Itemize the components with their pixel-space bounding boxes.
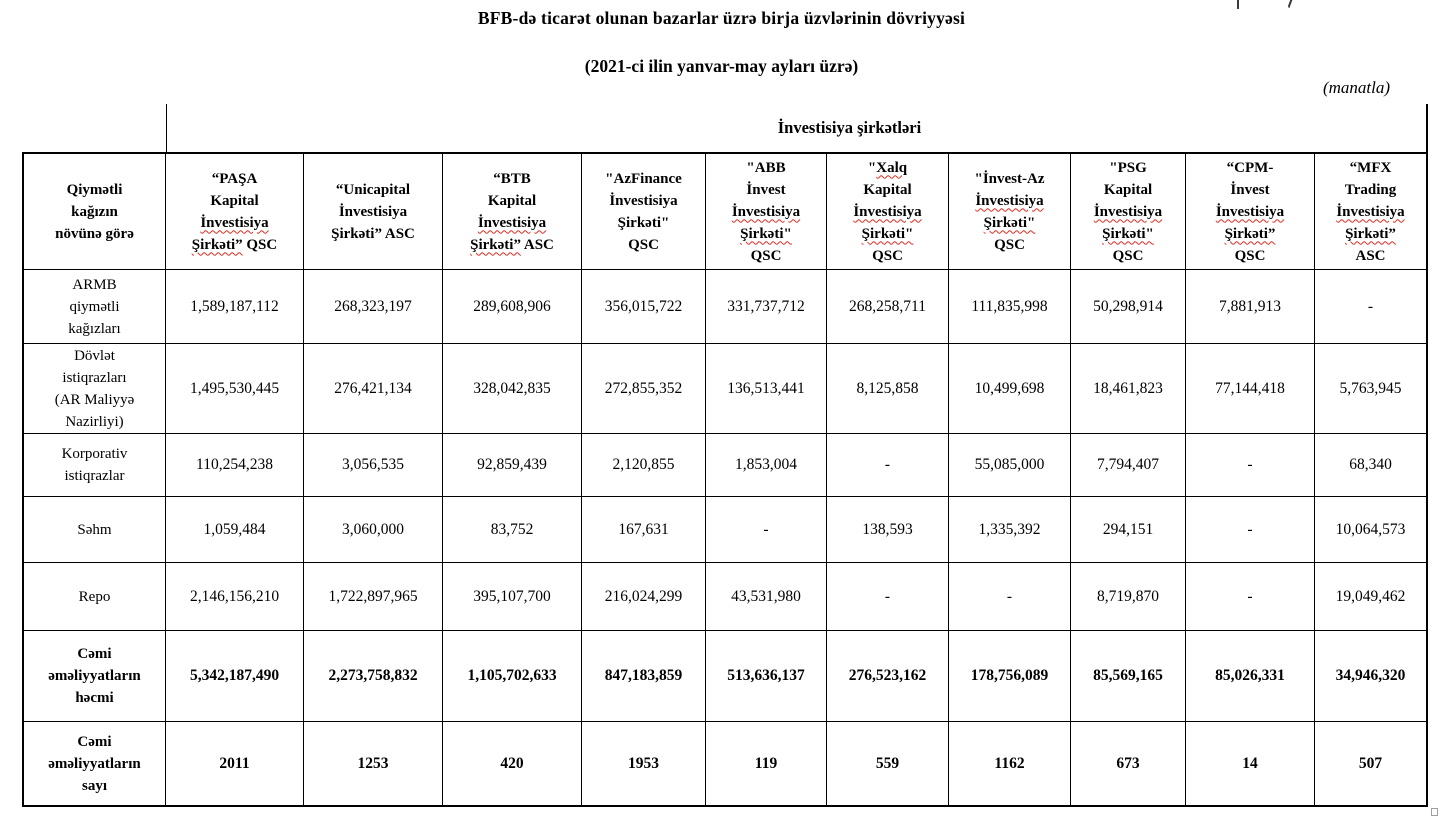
- header-word: "PSG: [1109, 159, 1147, 176]
- header-text-line: [488, 190, 536, 212]
- header-text-line: [1227, 157, 1274, 179]
- table-cell: 136,513,441: [706, 344, 827, 434]
- header-word: İnvest: [746, 181, 786, 198]
- text-line: Nazirliyi): [65, 413, 124, 430]
- table-cell: 85,026,331: [1186, 631, 1315, 722]
- text-line: kağızları: [68, 320, 121, 337]
- header-text-line: [975, 190, 1043, 212]
- header-text-line: [628, 234, 659, 256]
- row-label: [22, 722, 166, 807]
- currency-unit-note: (manatla): [1322, 78, 1390, 97]
- header-text-line: [1102, 223, 1154, 245]
- header-text-line: [618, 212, 670, 234]
- table-cell: -: [1186, 563, 1315, 631]
- header-word: ASC: [520, 236, 554, 253]
- table-cell: 18,461,823: [1071, 344, 1186, 434]
- table-cell: -: [706, 497, 827, 563]
- header-text-line: [740, 223, 792, 245]
- table-cell: 276,523,162: [827, 631, 949, 722]
- table-cell: 34,946,320: [1315, 631, 1428, 722]
- column-header-security-type: [22, 152, 166, 270]
- table-cell: 2,146,156,210: [166, 563, 304, 631]
- header-word: QSC: [1234, 247, 1266, 264]
- header-word: İnvestisiya: [609, 192, 678, 209]
- header-word: QSC: [994, 236, 1025, 253]
- header-text-line: [868, 157, 907, 179]
- header-word: "ABB: [746, 159, 786, 176]
- column-header-company-2: [304, 152, 443, 270]
- header-text-line: [470, 234, 554, 256]
- column-header-company-5: [706, 152, 827, 270]
- spellcheck-underlined-word: Şirkəti": [861, 225, 914, 242]
- header-text-line: [994, 234, 1025, 256]
- header-text-line: [853, 201, 921, 223]
- spellcheck-underlined-word: Şirkəti”: [1224, 225, 1276, 242]
- table-cell: 85,569,165: [1071, 631, 1186, 722]
- header-word: “BTB: [493, 170, 531, 187]
- header-word: Şirkəti": [617, 214, 670, 231]
- header-word: Trading: [1344, 181, 1397, 198]
- text-line: ARMB: [72, 276, 117, 293]
- text-line: həcmi: [75, 690, 114, 706]
- column-header-company-7: [949, 152, 1071, 270]
- document-subtitle: (2021-ci ilin yanvar-may ayları üzrə): [584, 56, 859, 76]
- header-text-line: [1350, 157, 1392, 179]
- header-text-line: [192, 234, 277, 256]
- header-text-line: [872, 245, 903, 267]
- header-text-line: [1216, 201, 1284, 223]
- table-cell: 268,323,197: [304, 270, 443, 344]
- table-cell: 272,855,352: [582, 344, 706, 434]
- table-cell: 1,589,187,112: [166, 270, 304, 344]
- header-text-line: [336, 179, 410, 201]
- header-word: QSC: [628, 236, 659, 253]
- header-text-line: [1336, 201, 1404, 223]
- spellcheck-underlined-word: İnvestisiya: [853, 203, 922, 220]
- group-header-investment-companies: [166, 104, 1428, 152]
- header-word: “PAŞA: [211, 170, 258, 187]
- spellcheck-underlined-word: Şirkəti”: [191, 236, 243, 253]
- table-cell: -: [1186, 497, 1315, 563]
- header-word: Kapital: [487, 192, 537, 209]
- table-cell: 673: [1071, 722, 1186, 807]
- table-cell: 216,024,299: [582, 563, 706, 631]
- table-cell: 1,853,004: [706, 434, 827, 497]
- table-cell: 559: [827, 722, 949, 807]
- spellcheck-underlined-word: Şirkəti": [983, 214, 1036, 231]
- header-text-line: [1113, 245, 1144, 267]
- table-cell: 68,340: [1315, 434, 1428, 497]
- table-cell: 43,531,980: [706, 563, 827, 631]
- table-cell: 8,125,858: [827, 344, 949, 434]
- table-cell: 513,636,137: [706, 631, 827, 722]
- header-text-line: [200, 212, 268, 234]
- header-word: İnvest: [1230, 181, 1270, 198]
- header-text-line: [605, 168, 682, 190]
- row-label: [22, 563, 166, 631]
- clipped-glyph-fragment: [1237, 0, 1239, 9]
- table-cell: 847,183,859: [582, 631, 706, 722]
- table-cell: 167,631: [582, 497, 706, 563]
- table-cell: 110,254,238: [166, 434, 304, 497]
- header-text-line: [746, 179, 785, 201]
- header-text-line: [339, 201, 407, 223]
- header-text-line: [984, 212, 1036, 234]
- column-header-company-4: [582, 152, 706, 270]
- table-cell: 1,059,484: [166, 497, 304, 563]
- table-cell: 289,608,906: [443, 270, 582, 344]
- header-text-line: [1235, 245, 1266, 267]
- header-word: QSC: [750, 247, 782, 264]
- table-cell: 507: [1315, 722, 1428, 807]
- header-word: QSC: [872, 247, 903, 264]
- spellcheck-underlined-word: Şirkəti": [740, 225, 792, 242]
- table-cell: 1162: [949, 722, 1071, 807]
- table-cell: 2,120,855: [582, 434, 706, 497]
- spellcheck-underlined-word: İnvestisiya: [200, 214, 269, 231]
- text-line: Qiymətli: [66, 181, 123, 198]
- header-text-line: [1109, 157, 1147, 179]
- table-cell: 8,719,870: [1071, 563, 1186, 631]
- spellcheck-underlined-word: İnvestisiya: [1093, 203, 1163, 220]
- header-text-line: [1104, 179, 1152, 201]
- column-header-company-9: [1186, 152, 1315, 270]
- table-cell: 3,060,000: [304, 497, 443, 563]
- header-word: "AzFinance: [605, 170, 682, 187]
- header-word: QSC: [1112, 247, 1144, 264]
- table-cell: 294,151: [1071, 497, 1186, 563]
- table-cell: 83,752: [443, 497, 582, 563]
- table-cell: 420: [443, 722, 582, 807]
- text-line: istiqrazları: [62, 369, 127, 386]
- table-cell: 138,593: [827, 497, 949, 563]
- header-text-line: [493, 168, 531, 190]
- table-cell: 10,064,573: [1315, 497, 1428, 563]
- table-cell: 2,273,758,832: [304, 631, 443, 722]
- text-line: (AR Maliyyə: [54, 391, 135, 408]
- table-cell: 119: [706, 722, 827, 807]
- header-word: ASC: [1355, 247, 1386, 264]
- table-cell: 331,737,712: [706, 270, 827, 344]
- column-header-company-8: [1071, 152, 1186, 270]
- text-line: Səhm: [77, 521, 112, 538]
- header-word: “Unicapital: [335, 181, 411, 198]
- text-line: Dövlət: [74, 347, 115, 364]
- table-cell: 7,794,407: [1071, 434, 1186, 497]
- table-cell: 92,859,439: [443, 434, 582, 497]
- banner-spacer-cell: [22, 104, 166, 152]
- spellcheck-underlined-word: İnvestisiya: [1215, 203, 1285, 220]
- column-header-company-6: [827, 152, 949, 270]
- header-text-line: [1355, 245, 1385, 267]
- table-cell: 1,495,530,445: [166, 344, 304, 434]
- spellcheck-underlined-word: İnvestisiya: [975, 192, 1044, 209]
- header-text-line: [1094, 201, 1162, 223]
- spellcheck-underlined-word: Şirkəti”: [1345, 225, 1396, 242]
- table-cell: 3,056,535: [304, 434, 443, 497]
- table-cell: 5,342,187,490: [166, 631, 304, 722]
- header-text-line: [732, 201, 800, 223]
- securities-turnover-table: [22, 104, 1428, 807]
- header-text-line: [751, 245, 782, 267]
- text-line: Cəmi: [77, 733, 112, 750]
- row-label: [22, 631, 166, 722]
- table-cell: 14: [1186, 722, 1315, 807]
- text-line: Repo: [78, 588, 111, 605]
- object-anchor-marker: [1431, 808, 1438, 816]
- column-header-company-3: [443, 152, 582, 270]
- table-cell: -: [1315, 270, 1428, 344]
- table-cell: 2011: [166, 722, 304, 807]
- header-word: Kapital: [863, 181, 912, 198]
- text-line: istiqrazlar: [64, 468, 125, 484]
- row-label: [22, 497, 166, 563]
- text-line: kağızın: [71, 203, 118, 220]
- header-word: Kapital: [1103, 181, 1153, 198]
- table-cell: 395,107,700: [443, 563, 582, 631]
- table-cell: 10,499,698: [949, 344, 1071, 434]
- table-cell: 5,763,945: [1315, 344, 1428, 434]
- table-cell: 55,085,000: [949, 434, 1071, 497]
- table-cell: 1953: [582, 722, 706, 807]
- column-header-company-1: [166, 152, 304, 270]
- table-cell: 1,722,897,965: [304, 563, 443, 631]
- header-text-line: [212, 168, 258, 190]
- table-cell: 50,298,914: [1071, 270, 1186, 344]
- table-cell: -: [827, 434, 949, 497]
- header-word: Kapital: [210, 192, 259, 209]
- header-text-line: [331, 223, 415, 245]
- header-text-line: [746, 157, 785, 179]
- text-line: Korporativ: [61, 446, 128, 462]
- table-cell: 7,881,913: [1186, 270, 1315, 344]
- text-line: sayı: [81, 777, 107, 794]
- header-text-line: [862, 223, 914, 245]
- header-text-line: [1230, 179, 1269, 201]
- table-cell: 268,258,711: [827, 270, 949, 344]
- row-label: [22, 344, 166, 434]
- header-word: ": [867, 159, 877, 176]
- spellcheck-underlined-word: İnvestisiya: [1336, 203, 1405, 220]
- header-word: "İnvest-Az: [974, 170, 1045, 187]
- text-line: qiymətli: [69, 298, 120, 315]
- text-line: əməliyyatların: [48, 755, 141, 772]
- header-word: Şirkəti” ASC: [331, 225, 415, 242]
- table-cell: 276,421,134: [304, 344, 443, 434]
- table-cell: 111,835,998: [949, 270, 1071, 344]
- row-label: [22, 270, 166, 344]
- table-cell: 77,144,418: [1186, 344, 1315, 434]
- row-label: [22, 434, 166, 497]
- group-header-label: İnvestisiya şirkətləri: [777, 118, 922, 137]
- text-line: növünə görə: [55, 225, 134, 242]
- table-cell: 19,049,462: [1315, 563, 1428, 631]
- header-text-line: [210, 190, 258, 212]
- header-text-line: [1345, 223, 1396, 245]
- header-word: QSC: [242, 236, 278, 253]
- table-cell: 328,042,835: [443, 344, 582, 434]
- table-cell: -: [1186, 434, 1315, 497]
- spellcheck-underlined-word: Şirkəti”: [470, 236, 521, 253]
- table-cell: 356,015,722: [582, 270, 706, 344]
- header-text-line: [478, 212, 546, 234]
- spellcheck-underlined-word: Şirkəti": [1102, 225, 1154, 242]
- header-word: “MFX: [1349, 159, 1392, 176]
- clipped-glyph-fragment: [1288, 0, 1293, 8]
- header-word: İnvestisiya: [338, 203, 408, 220]
- document-title: BFB-də ticarət olunan bazarlar üzrə birja üzvlərinin dövriyyəsi: [477, 8, 966, 28]
- header-text-line: [1225, 223, 1276, 245]
- header-text-line: [1345, 179, 1396, 201]
- table-cell: -: [949, 563, 1071, 631]
- header-text-line: [975, 168, 1045, 190]
- header-word: “CPM-: [1226, 159, 1274, 176]
- table-cell: -: [827, 563, 949, 631]
- header-text-line: [609, 190, 677, 212]
- table-cell: 1,105,702,633: [443, 631, 582, 722]
- spellcheck-underlined-word: Xalq: [876, 159, 908, 176]
- table-cell: 1,335,392: [949, 497, 1071, 563]
- spellcheck-underlined-word: İnvestisiya: [731, 203, 801, 220]
- column-header-company-10: [1315, 152, 1428, 270]
- table-cell: 1253: [304, 722, 443, 807]
- spellcheck-underlined-word: İnvestisiya: [477, 214, 547, 231]
- text-line: əməliyyatların: [48, 668, 141, 684]
- text-line: Cəmi: [77, 646, 112, 662]
- header-text-line: [863, 179, 911, 201]
- table-cell: 178,756,089: [949, 631, 1071, 722]
